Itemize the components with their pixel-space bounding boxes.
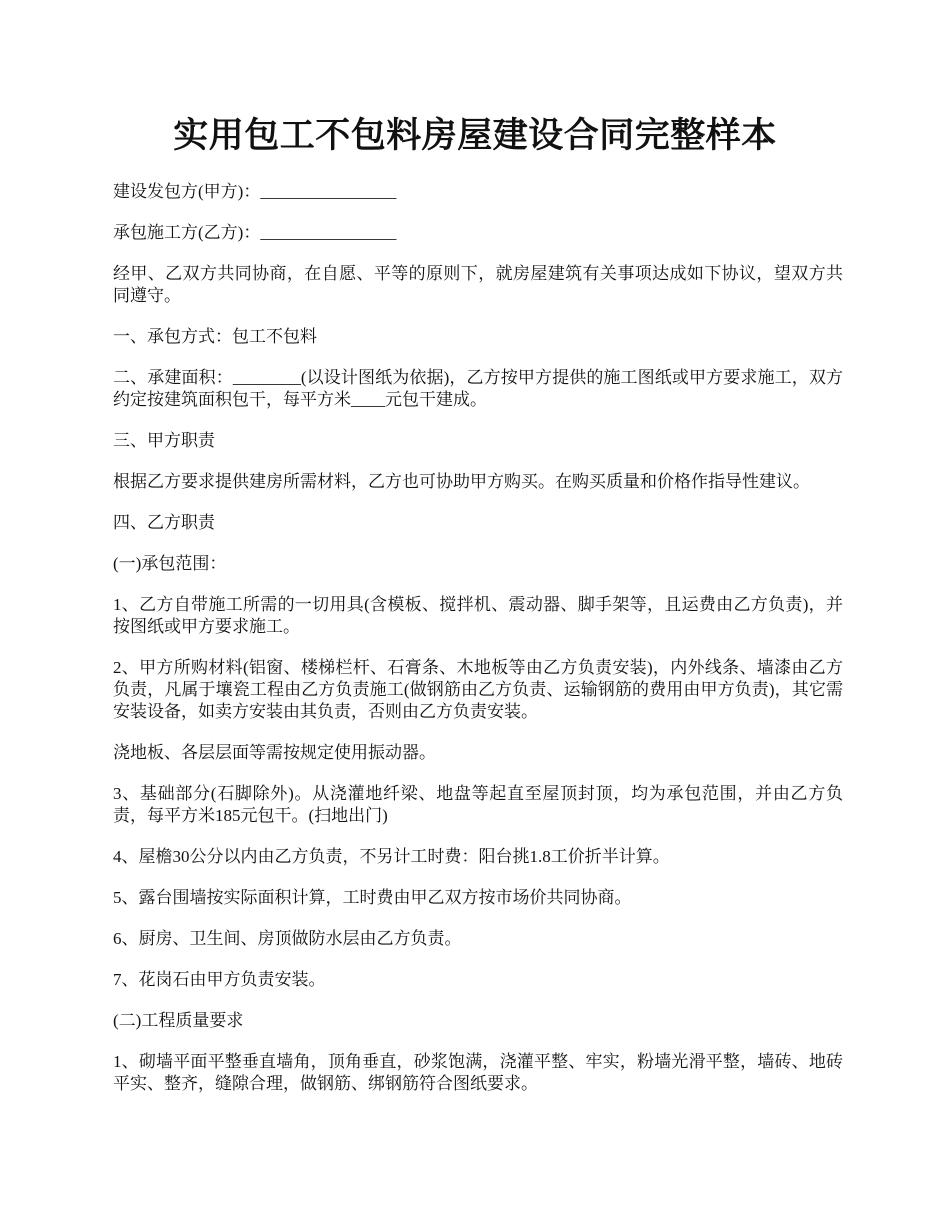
paragraph-quality-item-1: 1、砌墙平面平整垂直墙角，顶角垂直，砂浆饱满，浇灌平整、牢实，粉墙光滑平整，墙砖、地砖平实、整齐，缝隙合理，做钢筋、绑钢筋符合图纸要求。 (113, 1052, 843, 1093)
paragraph-section-3-body: 根据乙方要求提供建房所需材料，乙方也可协助甲方购买。在购买质量和价格作指导性建议。 (113, 472, 810, 491)
paragraph-scope-heading: (一)承包范围： (113, 554, 227, 573)
paragraph-party-b: 承包施工方(乙方)：________________ (113, 223, 397, 242)
paragraph-scope-item-5: 5、露台围墙按实际面积计算，工时费由甲乙双方按市场价共同协商。 (113, 888, 632, 907)
paragraph-section-2: 二、承建面积：________(以设计图纸为依据)，乙方按甲方提供的施工图纸或甲方要求施工，双方约定按建筑面积包干，每平方米____元包干建成。 (113, 368, 843, 409)
paragraph-section-1: 一、承包方式：包工不包料 (113, 327, 317, 346)
paragraph-scope-item-3: 3、基础部分(石脚除外)。从浇灌地纤梁、地盘等起直至屋顶封顶，均为承包范围，并由乙方负责，每平方米185元包干。(扫地出门) (113, 784, 843, 825)
paragraph-preamble: 经甲、乙双方共同协商，在自愿、平等的原则下，就房屋建筑有关事项达成如下协议，望双方共同遵守。 (113, 264, 843, 305)
paragraph-section-4-heading: 四、乙方职责 (113, 513, 215, 532)
paragraph-scope-item-2: 2、甲方所购材料(铝窗、楼梯栏杆、石膏条、木地板等由乙方负责安装)，内外线条、墙漆由乙方负责，凡属于壤瓷工程由乙方负责施工(做钢筋由乙方负责、运输钢筋的费用由甲方负责)，其它需安装设备，如卖方安装由其负责，否则由乙方负责安装。 (113, 658, 843, 721)
paragraph-scope-item-6: 6、厨房、卫生间、房顶做防水层由乙方负责。 (113, 929, 462, 948)
paragraph-section-3-heading: 三、甲方职责 (113, 431, 215, 450)
paragraph-quality-heading: (二)工程质量要求 (113, 1011, 244, 1030)
paragraph-scope-item-4: 4、屋檐30公分以内由乙方负责，不另计工时费：阳台挑1.8工价折半计算。 (113, 847, 670, 866)
document-body (113, 181, 843, 1114)
paragraph-scope-item-7: 7、花岗石由甲方负责安装。 (113, 970, 326, 989)
paragraph-scope-note: 浇地板、各层层面等需按规定使用振动器。 (113, 743, 436, 762)
paragraph-scope-item-1: 1、乙方自带施工所需的一切用具(含模板、搅拌机、震动器、脚手架等，且运费由乙方负责)，并按图纸或甲方要求施工。 (113, 595, 843, 636)
paragraph-party-a: 建设发包方(甲方)：________________ (113, 182, 397, 201)
document-title: 实用包工不包料房屋建设合同完整样本 (173, 116, 777, 155)
